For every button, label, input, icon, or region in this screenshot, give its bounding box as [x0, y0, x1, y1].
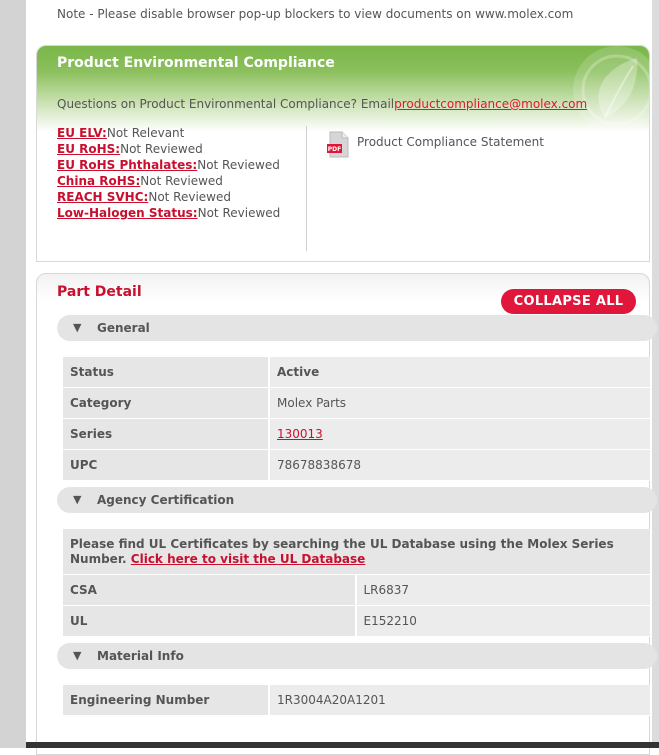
field-label: UL — [63, 606, 357, 637]
compliance-value: Not Reviewed — [120, 142, 203, 156]
compliance-header — [37, 46, 649, 132]
table-row — [63, 606, 650, 637]
compliance-label-link[interactable]: EU RoHS: — [57, 142, 121, 156]
table-row — [63, 529, 650, 575]
compliance-label-link[interactable]: China RoHS: — [57, 174, 141, 188]
section-label: Agency Certification — [97, 493, 235, 507]
right-scroll-track[interactable] — [652, 0, 659, 748]
general-table — [63, 357, 650, 481]
ul-note-text: Please find UL Certificates by searching the UL Database using the Molex Series Number. — [70, 536, 614, 566]
compliance-email-link[interactable]: productcompliance@molex.com — [394, 97, 588, 111]
ul-database-link[interactable]: Click here to visit the UL Database — [130, 551, 366, 566]
compliance-label-link[interactable]: REACH SVHC: — [57, 190, 149, 204]
compliance-statement-link[interactable] — [327, 131, 544, 159]
field-label: Engineering Number — [63, 685, 270, 716]
compliance-list — [57, 125, 280, 221]
compliance-item-china-rohs — [57, 173, 280, 189]
field-value: Molex Parts — [270, 388, 650, 419]
compliance-value: Not Reviewed — [140, 174, 223, 188]
compliance-item-reach-svhc — [57, 189, 280, 205]
section-toggle-material-info[interactable] — [57, 643, 657, 669]
section-label: General — [97, 321, 150, 335]
ul-database-note — [63, 529, 650, 575]
section-toggle-agency-certification[interactable] — [57, 487, 657, 513]
field-value: 78678838678 — [270, 450, 650, 481]
agency-table — [63, 529, 650, 637]
collapse-all-button[interactable]: COLLAPSE ALL — [501, 289, 636, 314]
section-label: Material Info — [97, 649, 184, 663]
compliance-label-link[interactable]: Low-Halogen Status: — [57, 206, 198, 220]
compliance-value: Not Relevant — [106, 126, 185, 140]
compliance-panel — [36, 45, 650, 262]
part-detail-panel — [36, 273, 650, 755]
table-row — [63, 450, 650, 481]
compliance-divider — [306, 126, 307, 251]
field-label: CSA — [63, 575, 357, 606]
field-label: Category — [63, 388, 270, 419]
compliance-statement-label: Product Compliance Statement — [357, 135, 544, 149]
bottom-bar — [26, 742, 659, 748]
table-row — [63, 357, 650, 388]
compliance-item-eu-rohs — [57, 141, 280, 157]
chevron-down-icon: ▼ — [73, 493, 82, 506]
compliance-question-text: Questions on Product Environmental Compliance? Email — [57, 97, 395, 111]
field-label: Status — [63, 357, 270, 388]
compliance-item-eu-elv — [57, 125, 280, 141]
compliance-value: Not Reviewed — [148, 190, 231, 204]
field-value: LR6837 — [357, 575, 651, 606]
series-link[interactable]: 130013 — [277, 427, 323, 441]
compliance-question — [57, 97, 587, 111]
compliance-label-link[interactable]: EU RoHS Phthalates: — [57, 158, 198, 172]
field-label: UPC — [63, 450, 270, 481]
compliance-item-low-halogen — [57, 205, 280, 221]
table-row — [63, 388, 650, 419]
left-gutter — [0, 0, 26, 748]
chevron-down-icon: ▼ — [73, 321, 82, 334]
compliance-label-link[interactable]: EU ELV: — [57, 126, 107, 140]
pdf-icon-text: PDF — [327, 146, 342, 153]
leaf-icon — [559, 45, 650, 132]
section-toggle-general[interactable] — [57, 315, 657, 341]
popup-blocker-note: Note - Please disable browser pop-up blockers to view documents on www.molex.com — [57, 7, 574, 21]
pdf-icon — [327, 131, 349, 158]
material-table — [63, 685, 650, 716]
compliance-title: Product Environmental Compliance — [57, 55, 335, 71]
compliance-value: Not Reviewed — [197, 158, 280, 172]
table-row — [63, 575, 650, 606]
field-label: Series — [63, 419, 270, 450]
compliance-item-eu-rohs-phthalates — [57, 157, 280, 173]
compliance-value: Not Reviewed — [197, 206, 281, 220]
field-value: Active — [270, 357, 650, 388]
table-row — [63, 419, 650, 450]
table-row — [63, 685, 650, 716]
field-value: 1R3004A20A1201 — [270, 685, 650, 716]
part-detail-title: Part Detail — [57, 284, 142, 300]
field-value-cell — [270, 419, 650, 450]
field-value: E152210 — [357, 606, 651, 637]
chevron-down-icon: ▼ — [73, 649, 82, 662]
